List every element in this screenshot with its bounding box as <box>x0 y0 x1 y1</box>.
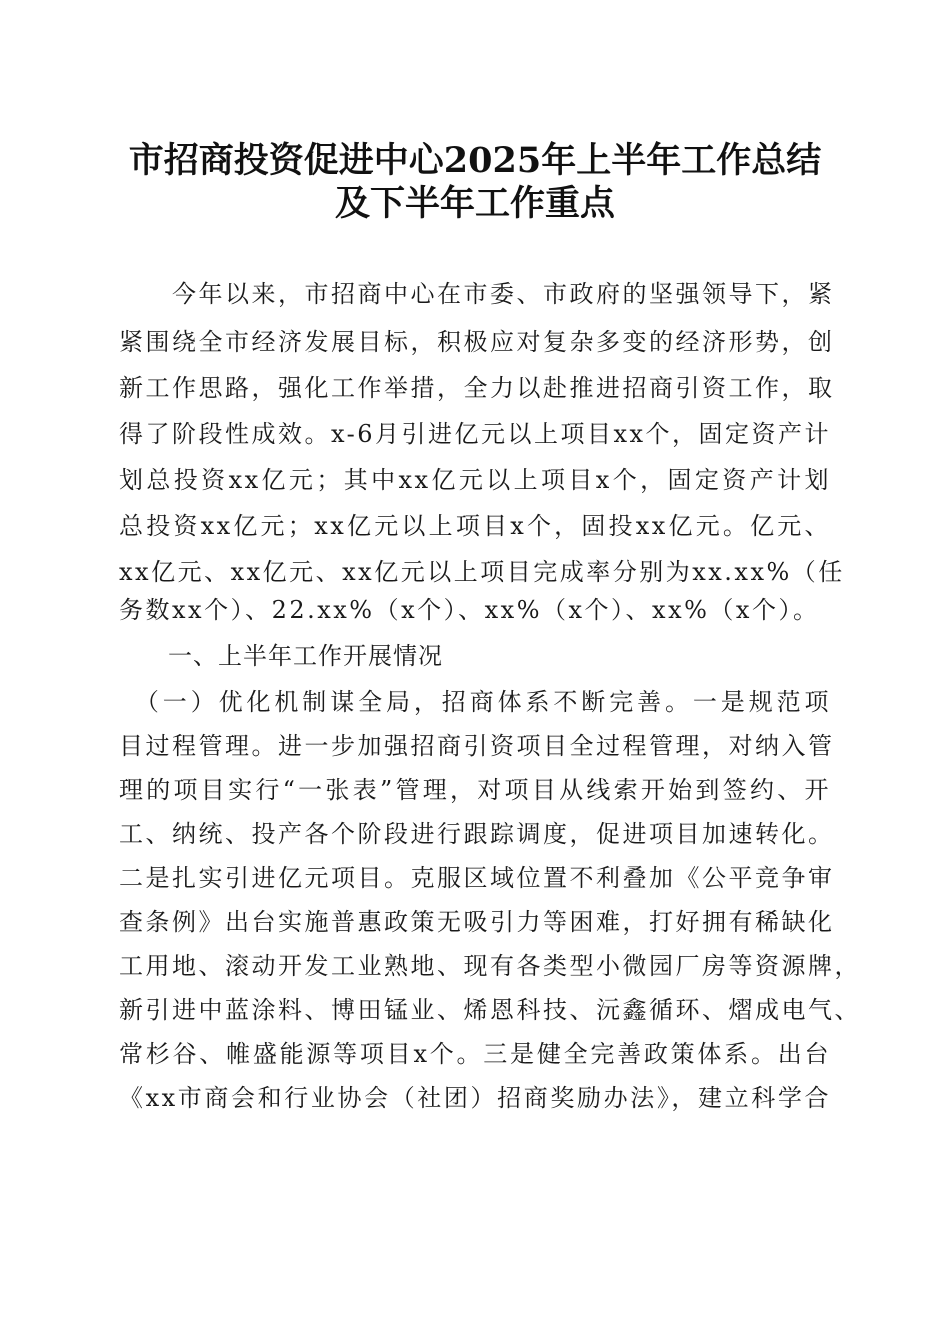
intro-line: 今年以来，市招商中心在市委、市政府的坚强领导下，紧 <box>119 280 835 308</box>
intro-line: 紧围绕全市经济发展目标，积极应对复杂多变的经济形势，创 <box>119 328 835 356</box>
section-line: 目过程管理。进一步加强招商引资项目全过程管理，对纳入管 <box>119 732 835 760</box>
section-line: 工用地、滚动开发工业熟地、现有各类型小微园厂房等资源牌， <box>119 952 861 980</box>
section-line: 理的项目实行“一张表”管理，对项目从线索开始到签约、开 <box>119 776 831 804</box>
intro-line: 划总投资xx亿元；其中xx亿元以上项目x个，固定资产计划 <box>119 466 831 494</box>
document-title-line-1: 市招商投资促进中心2025年上半年工作总结 <box>128 140 822 181</box>
section-heading: 一、上半年工作开展情况 <box>168 642 443 670</box>
section-line: （一）优化机制谋全局，招商体系不断完善。一是规范项 <box>119 688 831 716</box>
document-title-line-2: 及下半年工作重点 <box>334 183 615 224</box>
section-line: 新引进中蓝涂料、博田锰业、烯恩科技、沅鑫循环、熠成电气、 <box>119 996 861 1024</box>
section-line: 《xx市商会和行业协会（社团）招商奖励办法》，建立科学合 <box>119 1084 831 1112</box>
intro-line: 总投资xx亿元；xx亿元以上项目x个，固投xx亿元。亿元、 <box>119 512 831 540</box>
section-line: 查条例》出台实施普惠政策无吸引力等困难，打好拥有稀缺化 <box>119 908 835 936</box>
section-line: 二是扎实引进亿元项目。克服区域位置不利叠加《公平竞争审 <box>119 864 835 892</box>
intro-line: 新工作思路，强化工作举措，全力以赴推进招商引资工作，取 <box>119 374 835 402</box>
intro-line: 务数xx个）、22.xx%（x个）、xx%（x个）、xx%（x个）。 <box>119 596 820 624</box>
intro-line: 得了阶段性成效。x-6月引进亿元以上项目xx个，固定资产计 <box>119 420 832 448</box>
section-line: 工、纳统、投产各个阶段进行跟踪调度，促进项目加速转化。 <box>119 820 835 848</box>
section-line: 常杉谷、帷盛能源等项目x个。三是健全完善政策体系。出台 <box>119 1040 831 1068</box>
intro-line: xx亿元、xx亿元、xx亿元以上项目完成率分别为xx.xx%（任 <box>119 558 845 586</box>
